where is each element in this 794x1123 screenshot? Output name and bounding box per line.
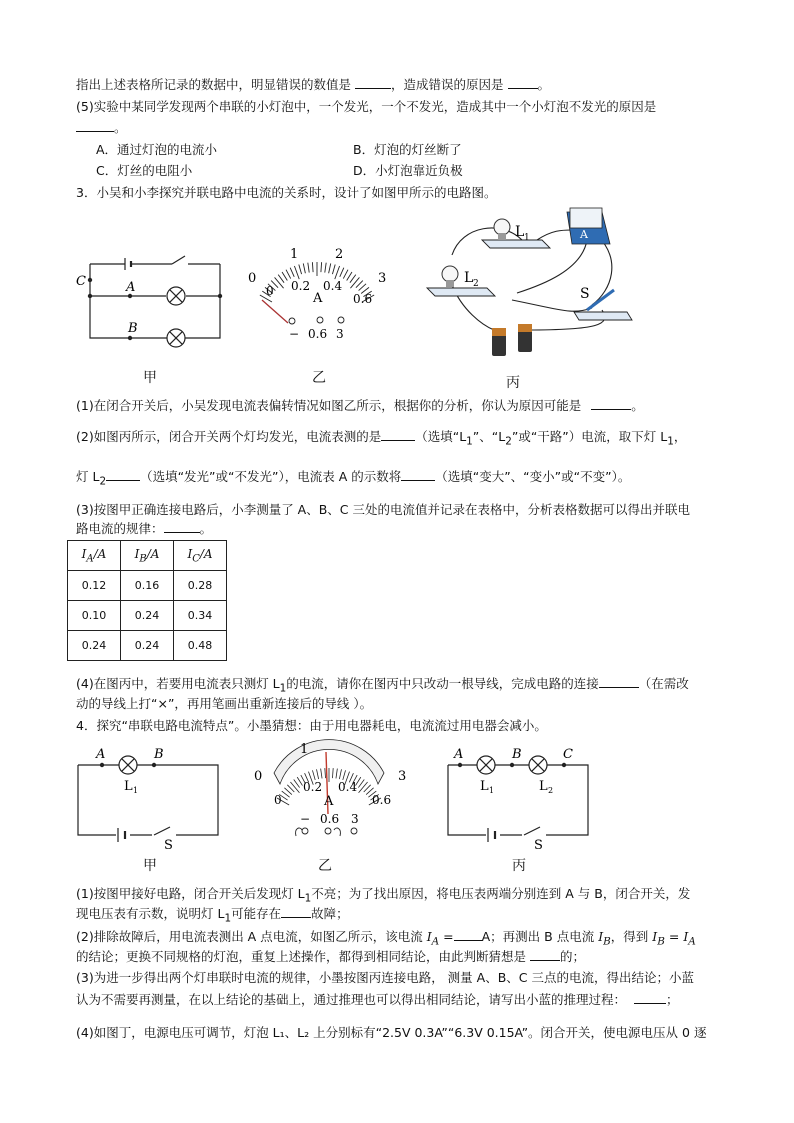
line-2: (5)实验中某同学发现两个串联的小灯泡中，一个发光，一个不发光，造成其中一个小灯泡不发光的原因是 bbox=[76, 99, 657, 114]
answer-blank[interactable] bbox=[454, 929, 482, 941]
text: ，得到 bbox=[610, 929, 649, 944]
meter-tick bbox=[308, 263, 309, 273]
meter-tick bbox=[356, 281, 363, 288]
terminal-neg: − bbox=[289, 327, 300, 341]
meter-tick bbox=[321, 769, 322, 779]
terminal-3: 3 bbox=[336, 327, 344, 341]
meter-tick bbox=[282, 272, 287, 280]
text: ”或“干路”）电流，取下灯 L bbox=[511, 429, 668, 444]
text: 可能存在 bbox=[231, 906, 282, 921]
scale-top-3: 3 bbox=[378, 271, 387, 286]
text: 路电流的规律： bbox=[76, 521, 164, 536]
meter-tick bbox=[297, 777, 302, 785]
cell: 0.24 bbox=[121, 601, 174, 631]
table-header-row bbox=[68, 541, 227, 571]
label-l2: L bbox=[539, 779, 548, 794]
figure-4-yi-ammeter bbox=[250, 740, 410, 845]
q3-part-4-cont: 动的导线上打“×”，再用笔画出重新连接后的导线 ）。 bbox=[76, 696, 373, 711]
figure-4-jia-circuit bbox=[70, 745, 225, 853]
scale-bottom-2: 0.4 bbox=[338, 780, 358, 794]
meter-tick bbox=[359, 782, 368, 793]
meter-tick bbox=[312, 262, 313, 272]
question-4-title: 4．探究“串联电路电流特点”。小墨猜想：由于用电器耗电，电流流过用电器会减小。 bbox=[76, 718, 547, 733]
label-a: A bbox=[96, 747, 106, 762]
cell: 0.48 bbox=[174, 631, 227, 661]
option-b[interactable]: B．灯泡的灯丝断了 bbox=[353, 142, 462, 157]
meter-unit: A bbox=[324, 794, 334, 809]
option-d[interactable]: D．小灯泡靠近负极 bbox=[353, 163, 463, 178]
line-3 bbox=[76, 120, 127, 136]
meter-tick bbox=[294, 779, 300, 787]
caption-yi: 乙 bbox=[312, 370, 326, 386]
q3-part-2-cont: 灯 $L_2$ （选填“发光”或“不发光”），电流表 A 的示数将 （选填“变大”、“变小”或“不变”）。 bbox=[76, 469, 631, 488]
label-b: B bbox=[128, 321, 138, 336]
figure-4-bing-circuit bbox=[440, 745, 600, 853]
meter-unit: A bbox=[313, 291, 323, 306]
caption-jia-4: 甲 bbox=[143, 858, 157, 874]
q3-part-3: (3)按图甲正确连接电路后，小李测量了 A、B、C 三处的电流值并记录在表格中，分析表格数据可以得出并联电 bbox=[76, 502, 691, 517]
answer-blank[interactable] bbox=[381, 429, 415, 441]
scale-bottom-3: 0.6 bbox=[353, 292, 373, 306]
terminal-3: 3 bbox=[351, 812, 359, 826]
text: 故障； bbox=[311, 906, 349, 921]
answer-blank[interactable] bbox=[281, 906, 311, 918]
terminal-06: 0.6 bbox=[308, 327, 328, 341]
label-l2-sub: 2 bbox=[473, 279, 479, 289]
label-c: C bbox=[76, 274, 86, 289]
text: 的； bbox=[560, 949, 586, 964]
meter-tick bbox=[278, 275, 284, 283]
header-ia: $I_A/A$ bbox=[68, 541, 121, 571]
text: (1)在闭合开关后，小吴发现电流表偏转情况如图乙所示，根据你的分析，你认为原因可能是 bbox=[76, 398, 582, 413]
text: ，造成错误的原因是 bbox=[391, 77, 504, 92]
meter-tick bbox=[332, 265, 335, 275]
answer-blank[interactable] bbox=[591, 398, 631, 410]
text: 灯 L bbox=[76, 469, 100, 484]
label-l1-sub: 1 bbox=[133, 786, 139, 795]
header-ic: $I_C/A$ bbox=[174, 541, 227, 571]
label-l1: L bbox=[124, 779, 133, 794]
answer-blank[interactable] bbox=[530, 949, 560, 961]
label-l1-sub: 1 bbox=[489, 786, 495, 795]
option-a[interactable]: A．通过灯泡的电流小 bbox=[96, 142, 218, 157]
terminal-06: 0.6 bbox=[320, 812, 340, 826]
caption-bing-4: 丙 bbox=[512, 858, 526, 874]
meter-tick bbox=[339, 769, 341, 779]
q3-part-1 bbox=[76, 398, 644, 414]
label-s: S bbox=[580, 286, 590, 302]
terminal-neg: − bbox=[300, 812, 311, 826]
q4-part-4: (4)如图丁，电源电压可调节，灯泡 L₁、L₂ 上分别标有“2.5V 0.3A”“6.3V 0.15A”。闭合开关，使电源电压从 0 逐 bbox=[76, 1025, 707, 1040]
scale-bottom-1: 0.2 bbox=[303, 780, 323, 794]
meter-tick bbox=[359, 284, 366, 291]
label-a: A bbox=[126, 280, 136, 295]
text: 的结论；更换不同规格的灯泡，重复上述操作，都得到相同结论，由此判断猜想是 bbox=[76, 949, 527, 964]
answer-blank[interactable] bbox=[401, 469, 435, 481]
text: （选填“变大”、“变小”或“不变”）。 bbox=[435, 469, 631, 484]
meter-tick bbox=[325, 768, 326, 778]
answer-blank[interactable] bbox=[76, 120, 114, 132]
text: 。 bbox=[114, 120, 127, 135]
scale-top-0: 0 bbox=[254, 769, 263, 784]
label-a: A bbox=[454, 747, 464, 762]
figure-3-yi-ammeter bbox=[245, 240, 395, 345]
meter-tick bbox=[350, 277, 359, 288]
meter-tick bbox=[290, 782, 299, 793]
label-l1: L bbox=[480, 779, 489, 794]
text: 不亮；为了找出原因，将电压表两端分别连到 A 与 B，闭合开关，发 bbox=[311, 886, 691, 901]
scale-top-1: 1 bbox=[300, 742, 309, 757]
label-b: B bbox=[154, 747, 164, 762]
q4-part-3-cont bbox=[76, 992, 679, 1008]
header-ib: $I_B/A$ bbox=[121, 541, 174, 571]
text: (4)在图丙中，若要用电流表只测灯 L bbox=[76, 676, 280, 691]
q4-part-3: (3)为进一步得出两个灯串联时电流的规律，小墨按图丙连接电路， 测量 A、B、C 三点的电流，得出结论；小蓝 bbox=[76, 970, 694, 985]
text: ， bbox=[673, 429, 687, 444]
option-c[interactable]: C．灯丝的电阻小 bbox=[96, 163, 193, 178]
text: 。 bbox=[631, 398, 644, 413]
answer-blank[interactable] bbox=[599, 676, 639, 688]
meter-tick bbox=[317, 769, 319, 779]
cell: 0.12 bbox=[68, 571, 121, 601]
q4-part-1-cont: 现电压表有示数，说明灯 $L_1$可能存在 故障； bbox=[76, 906, 349, 925]
meter-tick bbox=[294, 266, 299, 279]
meter-tick bbox=[312, 770, 315, 780]
scale-bottom-1: 0.2 bbox=[291, 279, 311, 293]
label-s: S bbox=[164, 838, 173, 853]
meter-tick bbox=[321, 262, 322, 272]
label-s: S bbox=[534, 838, 543, 853]
q4-part-2: (2)排除故障后，用电流表测出 A 点电流，如图乙所示，该电流 $I_A = A$；再测出 B 点电流 $I_B$，得到 $I_B = I_A$ bbox=[76, 929, 696, 948]
question-3-title: 3．小吴和小李探究并联电路中电流的关系时，设计了如图甲所示的电路图。 bbox=[76, 185, 497, 200]
text: 。 bbox=[199, 521, 213, 536]
q4-part-1: (1)按图甲接好电路，闭合开关后发现灯 $L_1$不亮；为了找出原因，将电压表两端分别连到 A 与 B，闭合开关，发 bbox=[76, 886, 691, 905]
meter-tick bbox=[350, 275, 356, 283]
text: 现电压表有示数，说明灯 L bbox=[76, 906, 225, 921]
q4-part-2-cont bbox=[76, 949, 585, 965]
text: (2)如图丙所示，闭合开关两个灯均发光，电流表测的是 bbox=[76, 429, 382, 444]
meter-tick bbox=[343, 770, 346, 780]
answer-blank[interactable] bbox=[106, 469, 140, 481]
q3-part-4: (4)在图丙中，若要用电流表只测灯 $L_1$的电流，请你在图丙中只改动一根导线，完成电路的连接 （在需改 bbox=[76, 676, 689, 695]
table-row bbox=[68, 571, 227, 601]
text: ； bbox=[666, 992, 679, 1007]
text: A；再测出 B 点电流 bbox=[481, 929, 595, 944]
meter-tick bbox=[275, 277, 284, 288]
svg-text:A: A bbox=[580, 228, 588, 241]
text: 指出上述表格所记录的数据中，明显错误的数值是 bbox=[76, 77, 352, 92]
cell: 0.24 bbox=[121, 631, 174, 661]
cell: 0.16 bbox=[121, 571, 174, 601]
text: 的电流，请你在图丙中只改动一根导线，完成电路的连接 bbox=[286, 676, 599, 691]
meter-tick bbox=[286, 270, 291, 279]
scale-bottom-3: 0.6 bbox=[372, 793, 392, 807]
meter-tick bbox=[303, 263, 305, 273]
scale-top-0: 0 bbox=[248, 271, 257, 286]
meter-tick bbox=[336, 769, 337, 779]
q3-part-2: (2)如图丙所示，闭合开关两个灯均发光，电流表测的是 （选填“$L_1$”、“$L_2$”或“干路”）电流，取下灯 $L_1$， bbox=[76, 429, 687, 448]
text: （在需改 bbox=[638, 676, 689, 691]
meter-tick bbox=[332, 768, 333, 778]
meter-tick bbox=[340, 268, 344, 277]
cell: 0.28 bbox=[174, 571, 227, 601]
scale-bottom-2: 0.4 bbox=[323, 279, 343, 293]
meter-tick bbox=[335, 266, 340, 279]
answer-blank[interactable] bbox=[164, 521, 200, 533]
scale-bottom-0: 0 bbox=[266, 284, 274, 298]
label-b: B bbox=[512, 747, 522, 762]
text: 认为不需要再测量，在以上结论的基础上，通过推理也可以得出相同结论，请写出小蓝的推理过程： bbox=[76, 992, 627, 1007]
caption-jia: 甲 bbox=[143, 370, 157, 386]
text: ”、“L bbox=[472, 429, 506, 444]
table-row bbox=[68, 631, 227, 661]
meter-tick bbox=[329, 263, 331, 273]
label-c: C bbox=[563, 747, 573, 762]
answer-blank[interactable] bbox=[355, 77, 391, 89]
meter-tick bbox=[347, 272, 352, 280]
cell: 0.10 bbox=[68, 601, 121, 631]
text: (2)排除故障后，用电流表测出 A 点电流，如图乙所示，该电流 bbox=[76, 929, 423, 944]
meter-tick bbox=[325, 263, 326, 273]
meter-tick bbox=[343, 270, 348, 279]
scale-bottom-0: 0 bbox=[274, 793, 282, 807]
label-l2-sub: 2 bbox=[548, 786, 554, 795]
answer-blank[interactable] bbox=[508, 77, 538, 89]
current-table bbox=[67, 540, 227, 661]
line-1 bbox=[76, 77, 550, 93]
scale-top-2: 2 bbox=[335, 247, 344, 262]
label-l1-sub: 1 bbox=[524, 233, 530, 243]
cell: 0.24 bbox=[68, 631, 121, 661]
label-l2: L bbox=[464, 270, 474, 286]
caption-bing: 丙 bbox=[506, 375, 520, 391]
meter-tick bbox=[358, 779, 364, 787]
meter-tick bbox=[299, 265, 302, 275]
figure-3-jia-circuit bbox=[70, 248, 230, 343]
text: （选填“L bbox=[415, 429, 467, 444]
text: 。 bbox=[537, 77, 551, 92]
figure-3-bing-physical bbox=[422, 200, 637, 365]
label-l1: L bbox=[515, 224, 525, 240]
table-row bbox=[68, 601, 227, 631]
caption-yi-4: 乙 bbox=[318, 858, 332, 874]
scale-top-1: 1 bbox=[290, 247, 299, 262]
meter-tick bbox=[290, 268, 294, 277]
scale-top-3: 3 bbox=[398, 769, 407, 784]
q3-part-3-cont bbox=[76, 521, 212, 537]
cell: 0.34 bbox=[174, 601, 227, 631]
text: （选填“发光”或“不发光”），电流表 A 的示数将 bbox=[140, 469, 402, 484]
text: (1)按图甲接好电路，闭合开关后发现灯 L bbox=[76, 886, 305, 901]
answer-blank[interactable] bbox=[634, 992, 666, 1004]
